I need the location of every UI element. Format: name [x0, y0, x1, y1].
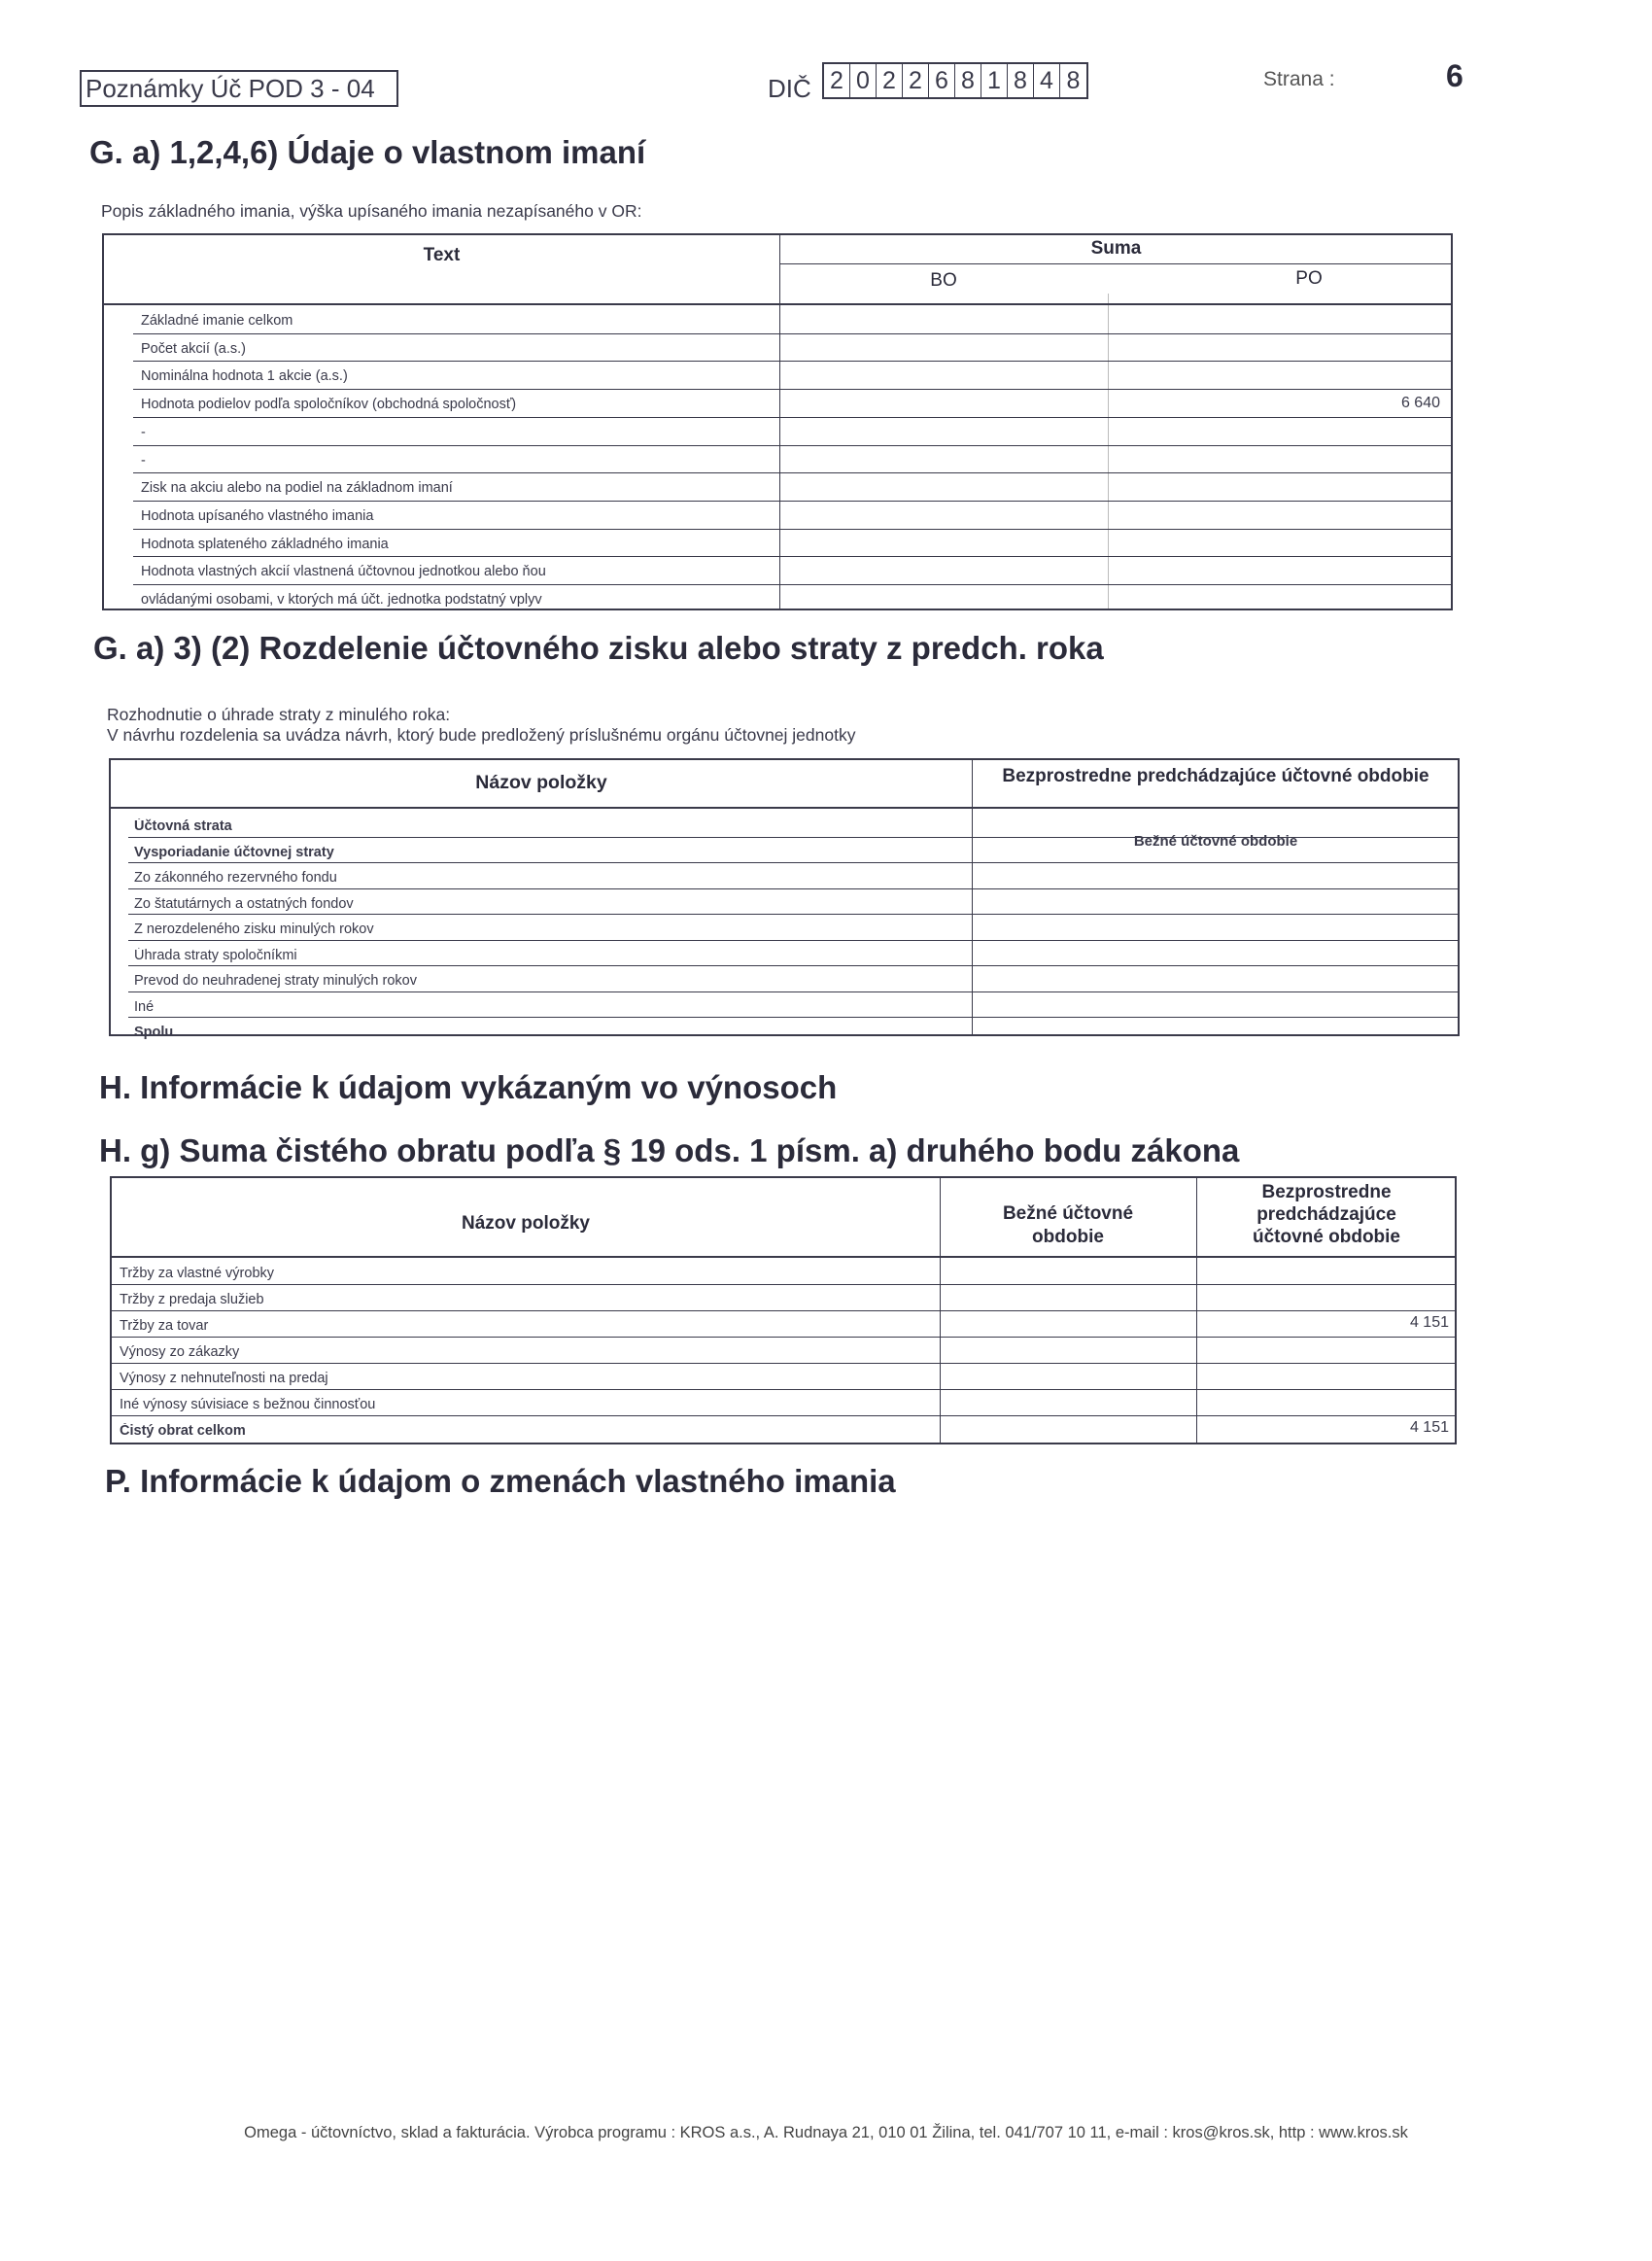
- net-turnover-table: [110, 1176, 1457, 1444]
- equity-row-label: Hodnota vlastných akcií vlastnená účtovnou jednotkou alebo ňou: [141, 564, 546, 580]
- dic-digit: 8: [1008, 64, 1034, 97]
- loss-row-label: Vysporiadanie účtovnej straty: [134, 844, 334, 860]
- section-g3-note-2: V návrhu rozdelenia sa uvádza návrh, ktorý bude predložený príslušnému orgánu účtovnej jednotky: [107, 725, 856, 745]
- dic-number-boxes: [822, 62, 1088, 99]
- loss-row-label: Účtovná strata: [134, 818, 232, 834]
- col-bo-header: BO: [930, 270, 957, 291]
- loss-row-label: Zo štatutárnych a ostatných fondov: [134, 895, 354, 912]
- dic-digit: 8: [955, 64, 981, 97]
- section-g3-note-1: Rozhodnutie o úhrade straty z minulého roka:: [107, 705, 451, 724]
- equity-row-label: Počet akcií (a.s.): [141, 340, 246, 357]
- document-label: Poznámky Úč POD 3 - 04: [80, 70, 398, 107]
- col-bezne-header-line2: obdobie: [1032, 1227, 1104, 1247]
- equity-row-label: Hodnota upísaného vlastného imania: [141, 507, 374, 524]
- loss-row-label: Úhrada straty spoločníkmi: [134, 947, 297, 963]
- section-g1-note: Popis základného imania, výška upísaného imania nezapísaného v OR:: [101, 201, 642, 221]
- dic-digit: 4: [1034, 64, 1060, 97]
- page-label: Strana :: [1263, 68, 1335, 90]
- dic-label: DIČ: [768, 74, 811, 103]
- sub-bezne-header: Bežné účtovné obdobie: [1133, 833, 1298, 850]
- col-prev-header: Bezprostredne predchádzajúce účtovné obdobie: [1002, 766, 1429, 786]
- dic-digit: 2: [877, 64, 903, 97]
- equity-table: [102, 233, 1453, 610]
- equity-row-label: Zisk na akciu alebo na podiel na základnom imaní: [141, 480, 453, 497]
- col-prev-header-line2: predchádzajúce: [1256, 1204, 1396, 1225]
- dic-digit: 0: [850, 64, 877, 97]
- loss-row-label: Iné: [134, 998, 155, 1015]
- col-nazov-header: Názov položky: [462, 1213, 590, 1234]
- col-bezne-header-line1: Bežné účtovné: [1002, 1203, 1134, 1224]
- dic-digit: 1: [981, 64, 1008, 97]
- col-prev-header-line3: účtovné obdobie: [1253, 1227, 1400, 1247]
- dic-digit: 2: [903, 64, 929, 97]
- col-po-header: PO: [1295, 268, 1323, 289]
- section-g3-title: G. a) 3) (2) Rozdelenie účtovného zisku alebo straty z predch. roka: [93, 630, 1104, 666]
- equity-row-po-value: 6 640: [1400, 395, 1440, 412]
- equity-row-label: -: [141, 452, 146, 469]
- section-p-title: P. Informácie k údajom o zmenách vlastného imania: [105, 1463, 896, 1499]
- dic-digit: 6: [929, 64, 955, 97]
- page-number: 6: [1446, 58, 1463, 93]
- turnover-row-label: Čistý obrat celkom: [120, 1423, 246, 1439]
- loss-row-label: Prevod do neuhradenej straty minulých rokov: [134, 973, 417, 989]
- col-nazov-header: Názov položky: [475, 772, 607, 793]
- section-h-title: H. Informácie k údajom vykázaným vo výnosoch: [99, 1069, 838, 1105]
- loss-distribution-table: [109, 758, 1460, 1040]
- dic-digit: 2: [824, 64, 850, 97]
- loss-row-label: Zo zákonného rezervného fondu: [134, 870, 337, 886]
- turnover-row-label: Tržby z predaja služieb: [120, 1292, 264, 1307]
- equity-row-label: Nominálna hodnota 1 akcie (a.s.): [141, 368, 348, 385]
- equity-row-label: Základné imanie celkom: [141, 313, 293, 329]
- turnover-row-prev-value: 4 151: [1409, 1314, 1449, 1331]
- col-text-header: Text: [423, 245, 461, 265]
- loss-row-label: Spolu: [134, 1025, 174, 1040]
- col-prev-header-line1: Bezprostredne: [1261, 1182, 1392, 1202]
- equity-row-label: -: [141, 424, 146, 440]
- turnover-row-label: Tržby za vlastné výrobky: [120, 1266, 275, 1281]
- col-suma-header: Suma: [1090, 238, 1142, 259]
- section-g1-title: G. a) 1,2,4,6) Údaje o vlastnom imaní: [89, 134, 646, 170]
- turnover-row-label: Výnosy z nehnuteľnosti na predaj: [120, 1371, 328, 1386]
- turnover-row-label: Výnosy zo zákazky: [120, 1344, 240, 1360]
- turnover-row-label: Tržby za tovar: [120, 1318, 209, 1334]
- equity-row-label: ovládanými osobami, v ktorých má účt. jednotka podstatný vplyv: [141, 592, 542, 608]
- turnover-row-prev-value: 4 151: [1409, 1419, 1449, 1436]
- section-hg-title: H. g) Suma čistého obratu podľa § 19 ods. 1 písm. a) druhého bodu zákona: [99, 1132, 1240, 1168]
- dic-digit: 8: [1066, 67, 1081, 94]
- equity-row-label: Hodnota splateného základného imania: [141, 536, 389, 552]
- turnover-row-label: Iné výnosy súvisiace s bežnou činnosťou: [120, 1397, 376, 1412]
- footer-text: Omega - účtovníctvo, sklad a fakturácia. Výrobca programu : KROS a.s., A. Rudnaya 21, 010 01 Žilina, tel. 041/707 10 11, e-mail : kros@kros.sk, http : www.kros.sk: [244, 2124, 1408, 2141]
- equity-row-label: Hodnota podielov podľa spoločníkov (obchodná spoločnosť): [141, 397, 517, 413]
- loss-row-label: Z nerozdeleného zisku minulých rokov: [134, 922, 374, 937]
